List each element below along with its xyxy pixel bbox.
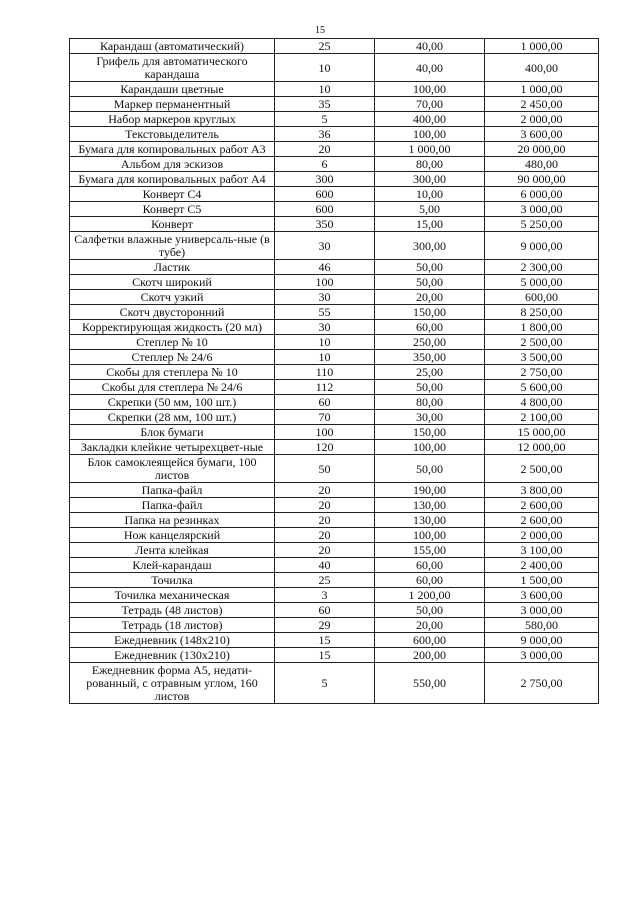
item-quantity-cell: 5: [275, 112, 375, 127]
item-sum-cell: 2 100,00: [485, 410, 599, 425]
table-row: [70, 305, 599, 320]
table-row: [70, 648, 599, 663]
item-price-cell: 60,00: [375, 320, 485, 335]
item-quantity-cell: 20: [275, 498, 375, 513]
item-name-cell: Блок бумаги: [70, 425, 275, 440]
item-price-cell: 60,00: [375, 558, 485, 573]
goods-table-body: [70, 39, 599, 704]
item-price-cell: 150,00: [375, 305, 485, 320]
item-quantity-cell: 5: [275, 663, 375, 704]
table-row: [70, 558, 599, 573]
item-sum-cell: 3 100,00: [485, 543, 599, 558]
item-sum-cell: 3 000,00: [485, 648, 599, 663]
table-row: [70, 365, 599, 380]
table-row: [70, 275, 599, 290]
item-name-cell: Ежедневник (148х210): [70, 633, 275, 648]
table-row: [70, 425, 599, 440]
item-sum-cell: 1 800,00: [485, 320, 599, 335]
item-quantity-cell: 60: [275, 603, 375, 618]
item-quantity-cell: 15: [275, 648, 375, 663]
item-price-cell: 100,00: [375, 127, 485, 142]
item-quantity-cell: 55: [275, 305, 375, 320]
item-price-cell: 50,00: [375, 380, 485, 395]
table-row: [70, 112, 599, 127]
item-sum-cell: 2 600,00: [485, 498, 599, 513]
item-quantity-cell: 25: [275, 39, 375, 54]
item-price-cell: 200,00: [375, 648, 485, 663]
item-name-cell: Конверт С4: [70, 187, 275, 202]
table-row: [70, 528, 599, 543]
table-row: [70, 217, 599, 232]
item-price-cell: 100,00: [375, 440, 485, 455]
item-quantity-cell: 20: [275, 528, 375, 543]
item-price-cell: 10,00: [375, 187, 485, 202]
table-row: [70, 633, 599, 648]
item-quantity-cell: 10: [275, 54, 375, 82]
table-row: [70, 335, 599, 350]
table-row: [70, 380, 599, 395]
table-row: [70, 127, 599, 142]
item-price-cell: 70,00: [375, 97, 485, 112]
item-price-cell: 5,00: [375, 202, 485, 217]
item-sum-cell: 6 000,00: [485, 187, 599, 202]
item-quantity-cell: 70: [275, 410, 375, 425]
item-sum-cell: 2 400,00: [485, 558, 599, 573]
item-name-cell: Скотч широкий: [70, 275, 275, 290]
item-quantity-cell: 6: [275, 157, 375, 172]
item-name-cell: Корректирующая жидкость (20 мл): [70, 320, 275, 335]
goods-table: [69, 38, 599, 704]
item-quantity-cell: 20: [275, 543, 375, 558]
item-name-cell: Маркер перманентный: [70, 97, 275, 112]
item-quantity-cell: 35: [275, 97, 375, 112]
item-quantity-cell: 100: [275, 275, 375, 290]
item-price-cell: 350,00: [375, 350, 485, 365]
item-name-cell: Тетрадь (18 листов): [70, 618, 275, 633]
item-name-cell: Бумага для копировальных работ А4: [70, 172, 275, 187]
item-name-cell: Ежедневник (130х210): [70, 648, 275, 663]
item-quantity-cell: 30: [275, 320, 375, 335]
item-name-cell: Блок самоклеящейся бумаги, 100 листов: [70, 455, 275, 483]
item-price-cell: 130,00: [375, 513, 485, 528]
item-quantity-cell: 3: [275, 588, 375, 603]
table-row: [70, 202, 599, 217]
table-row: [70, 142, 599, 157]
item-price-cell: 40,00: [375, 54, 485, 82]
item-name-cell: Грифель для автоматического карандаша: [70, 54, 275, 82]
item-name-cell: Карандаш (автоматический): [70, 39, 275, 54]
item-quantity-cell: 300: [275, 172, 375, 187]
item-sum-cell: 9 000,00: [485, 232, 599, 260]
item-name-cell: Альбом для эскизов: [70, 157, 275, 172]
item-name-cell: Степлер № 10: [70, 335, 275, 350]
table-row: [70, 320, 599, 335]
item-price-cell: 100,00: [375, 528, 485, 543]
item-price-cell: 80,00: [375, 157, 485, 172]
item-price-cell: 15,00: [375, 217, 485, 232]
item-sum-cell: 2 500,00: [485, 455, 599, 483]
item-sum-cell: 2 000,00: [485, 112, 599, 127]
item-sum-cell: 1 000,00: [485, 39, 599, 54]
item-price-cell: 80,00: [375, 395, 485, 410]
item-name-cell: Скобы для степлера № 10: [70, 365, 275, 380]
table-row: [70, 260, 599, 275]
item-name-cell: Тетрадь (48 листов): [70, 603, 275, 618]
item-price-cell: 100,00: [375, 82, 485, 97]
item-price-cell: 50,00: [375, 260, 485, 275]
item-price-cell: 20,00: [375, 618, 485, 633]
item-sum-cell: 2 450,00: [485, 97, 599, 112]
item-price-cell: 300,00: [375, 172, 485, 187]
item-sum-cell: 1 500,00: [485, 573, 599, 588]
item-quantity-cell: 36: [275, 127, 375, 142]
item-sum-cell: 90 000,00: [485, 172, 599, 187]
table-row: [70, 172, 599, 187]
item-quantity-cell: 10: [275, 82, 375, 97]
item-price-cell: 190,00: [375, 483, 485, 498]
table-row: [70, 618, 599, 633]
item-quantity-cell: 112: [275, 380, 375, 395]
item-quantity-cell: 120: [275, 440, 375, 455]
item-price-cell: 150,00: [375, 425, 485, 440]
item-sum-cell: 9 000,00: [485, 633, 599, 648]
item-quantity-cell: 350: [275, 217, 375, 232]
item-name-cell: Салфетки влажные универсаль-ные (в тубе): [70, 232, 275, 260]
item-name-cell: Ластик: [70, 260, 275, 275]
item-name-cell: Скобы для степлера № 24/6: [70, 380, 275, 395]
item-name-cell: Скотч двусторонний: [70, 305, 275, 320]
table-row: [70, 187, 599, 202]
item-price-cell: 25,00: [375, 365, 485, 380]
item-sum-cell: 3 000,00: [485, 202, 599, 217]
item-quantity-cell: 600: [275, 187, 375, 202]
item-sum-cell: 5 000,00: [485, 275, 599, 290]
item-name-cell: Текстовыделитель: [70, 127, 275, 142]
item-price-cell: 20,00: [375, 290, 485, 305]
item-quantity-cell: 46: [275, 260, 375, 275]
item-name-cell: Закладки клейкие четырехцвет-ные: [70, 440, 275, 455]
item-quantity-cell: 40: [275, 558, 375, 573]
page-number: 15: [315, 25, 325, 36]
item-quantity-cell: 25: [275, 573, 375, 588]
table-row: [70, 498, 599, 513]
item-sum-cell: 8 250,00: [485, 305, 599, 320]
item-sum-cell: 3 000,00: [485, 603, 599, 618]
item-sum-cell: 480,00: [485, 157, 599, 172]
item-quantity-cell: 20: [275, 483, 375, 498]
table-row: [70, 395, 599, 410]
item-quantity-cell: 110: [275, 365, 375, 380]
item-name-cell: Ежедневник форма А5, недати-рованный, с отравным углом, 160 листов: [70, 663, 275, 704]
item-price-cell: 550,00: [375, 663, 485, 704]
item-name-cell: Папка-файл: [70, 498, 275, 513]
item-name-cell: Скрепки (28 мм, 100 шт.): [70, 410, 275, 425]
table-row: [70, 513, 599, 528]
item-name-cell: Карандаши цветные: [70, 82, 275, 97]
table-row: [70, 82, 599, 97]
item-quantity-cell: 60: [275, 395, 375, 410]
item-sum-cell: 400,00: [485, 54, 599, 82]
item-price-cell: 130,00: [375, 498, 485, 513]
item-name-cell: Лента клейкая: [70, 543, 275, 558]
table-row: [70, 232, 599, 260]
item-price-cell: 250,00: [375, 335, 485, 350]
table-row: [70, 603, 599, 618]
table-row: [70, 483, 599, 498]
item-name-cell: Набор маркеров круглых: [70, 112, 275, 127]
item-name-cell: Папка на резинках: [70, 513, 275, 528]
item-sum-cell: 4 800,00: [485, 395, 599, 410]
item-sum-cell: 20 000,00: [485, 142, 599, 157]
item-quantity-cell: 10: [275, 335, 375, 350]
table-row: [70, 455, 599, 483]
item-quantity-cell: 20: [275, 142, 375, 157]
item-sum-cell: 15 000,00: [485, 425, 599, 440]
table-row: [70, 39, 599, 54]
item-quantity-cell: 50: [275, 455, 375, 483]
item-price-cell: 400,00: [375, 112, 485, 127]
item-name-cell: Точилка: [70, 573, 275, 588]
item-sum-cell: 1 000,00: [485, 82, 599, 97]
item-sum-cell: 3 600,00: [485, 127, 599, 142]
item-price-cell: 40,00: [375, 39, 485, 54]
table-row: [70, 290, 599, 305]
item-name-cell: Скрепки (50 мм, 100 шт.): [70, 395, 275, 410]
item-price-cell: 30,00: [375, 410, 485, 425]
item-price-cell: 60,00: [375, 573, 485, 588]
item-quantity-cell: 10: [275, 350, 375, 365]
item-name-cell: Точилка механическая: [70, 588, 275, 603]
item-price-cell: 600,00: [375, 633, 485, 648]
item-sum-cell: 580,00: [485, 618, 599, 633]
item-name-cell: Папка-файл: [70, 483, 275, 498]
item-quantity-cell: 30: [275, 232, 375, 260]
item-sum-cell: 600,00: [485, 290, 599, 305]
item-price-cell: 50,00: [375, 275, 485, 290]
table-row: [70, 588, 599, 603]
item-quantity-cell: 600: [275, 202, 375, 217]
item-sum-cell: 2 750,00: [485, 663, 599, 704]
item-sum-cell: 3 800,00: [485, 483, 599, 498]
item-quantity-cell: 15: [275, 633, 375, 648]
item-sum-cell: 5 250,00: [485, 217, 599, 232]
item-quantity-cell: 20: [275, 513, 375, 528]
item-price-cell: 300,00: [375, 232, 485, 260]
item-name-cell: Конверт С5: [70, 202, 275, 217]
item-price-cell: 1 200,00: [375, 588, 485, 603]
item-price-cell: 1 000,00: [375, 142, 485, 157]
item-sum-cell: 5 600,00: [485, 380, 599, 395]
item-name-cell: Конверт: [70, 217, 275, 232]
item-name-cell: Скотч узкий: [70, 290, 275, 305]
table-row: [70, 54, 599, 82]
table-row: [70, 573, 599, 588]
item-quantity-cell: 30: [275, 290, 375, 305]
table-row: [70, 663, 599, 704]
item-sum-cell: 12 000,00: [485, 440, 599, 455]
item-sum-cell: 2 750,00: [485, 365, 599, 380]
item-price-cell: 155,00: [375, 543, 485, 558]
item-sum-cell: 2 500,00: [485, 335, 599, 350]
table-row: [70, 543, 599, 558]
table-row: [70, 97, 599, 112]
item-name-cell: Степлер № 24/6: [70, 350, 275, 365]
item-sum-cell: 2 300,00: [485, 260, 599, 275]
item-price-cell: 50,00: [375, 455, 485, 483]
item-price-cell: 50,00: [375, 603, 485, 618]
table-row: [70, 410, 599, 425]
table-row: [70, 157, 599, 172]
item-name-cell: Клей-карандаш: [70, 558, 275, 573]
item-name-cell: Нож канцелярский: [70, 528, 275, 543]
table-row: [70, 350, 599, 365]
item-sum-cell: 3 500,00: [485, 350, 599, 365]
item-name-cell: Бумага для копировальных работ А3: [70, 142, 275, 157]
item-sum-cell: 3 600,00: [485, 588, 599, 603]
item-quantity-cell: 100: [275, 425, 375, 440]
item-sum-cell: 2 600,00: [485, 513, 599, 528]
table-row: [70, 440, 599, 455]
item-quantity-cell: 29: [275, 618, 375, 633]
item-sum-cell: 2 000,00: [485, 528, 599, 543]
